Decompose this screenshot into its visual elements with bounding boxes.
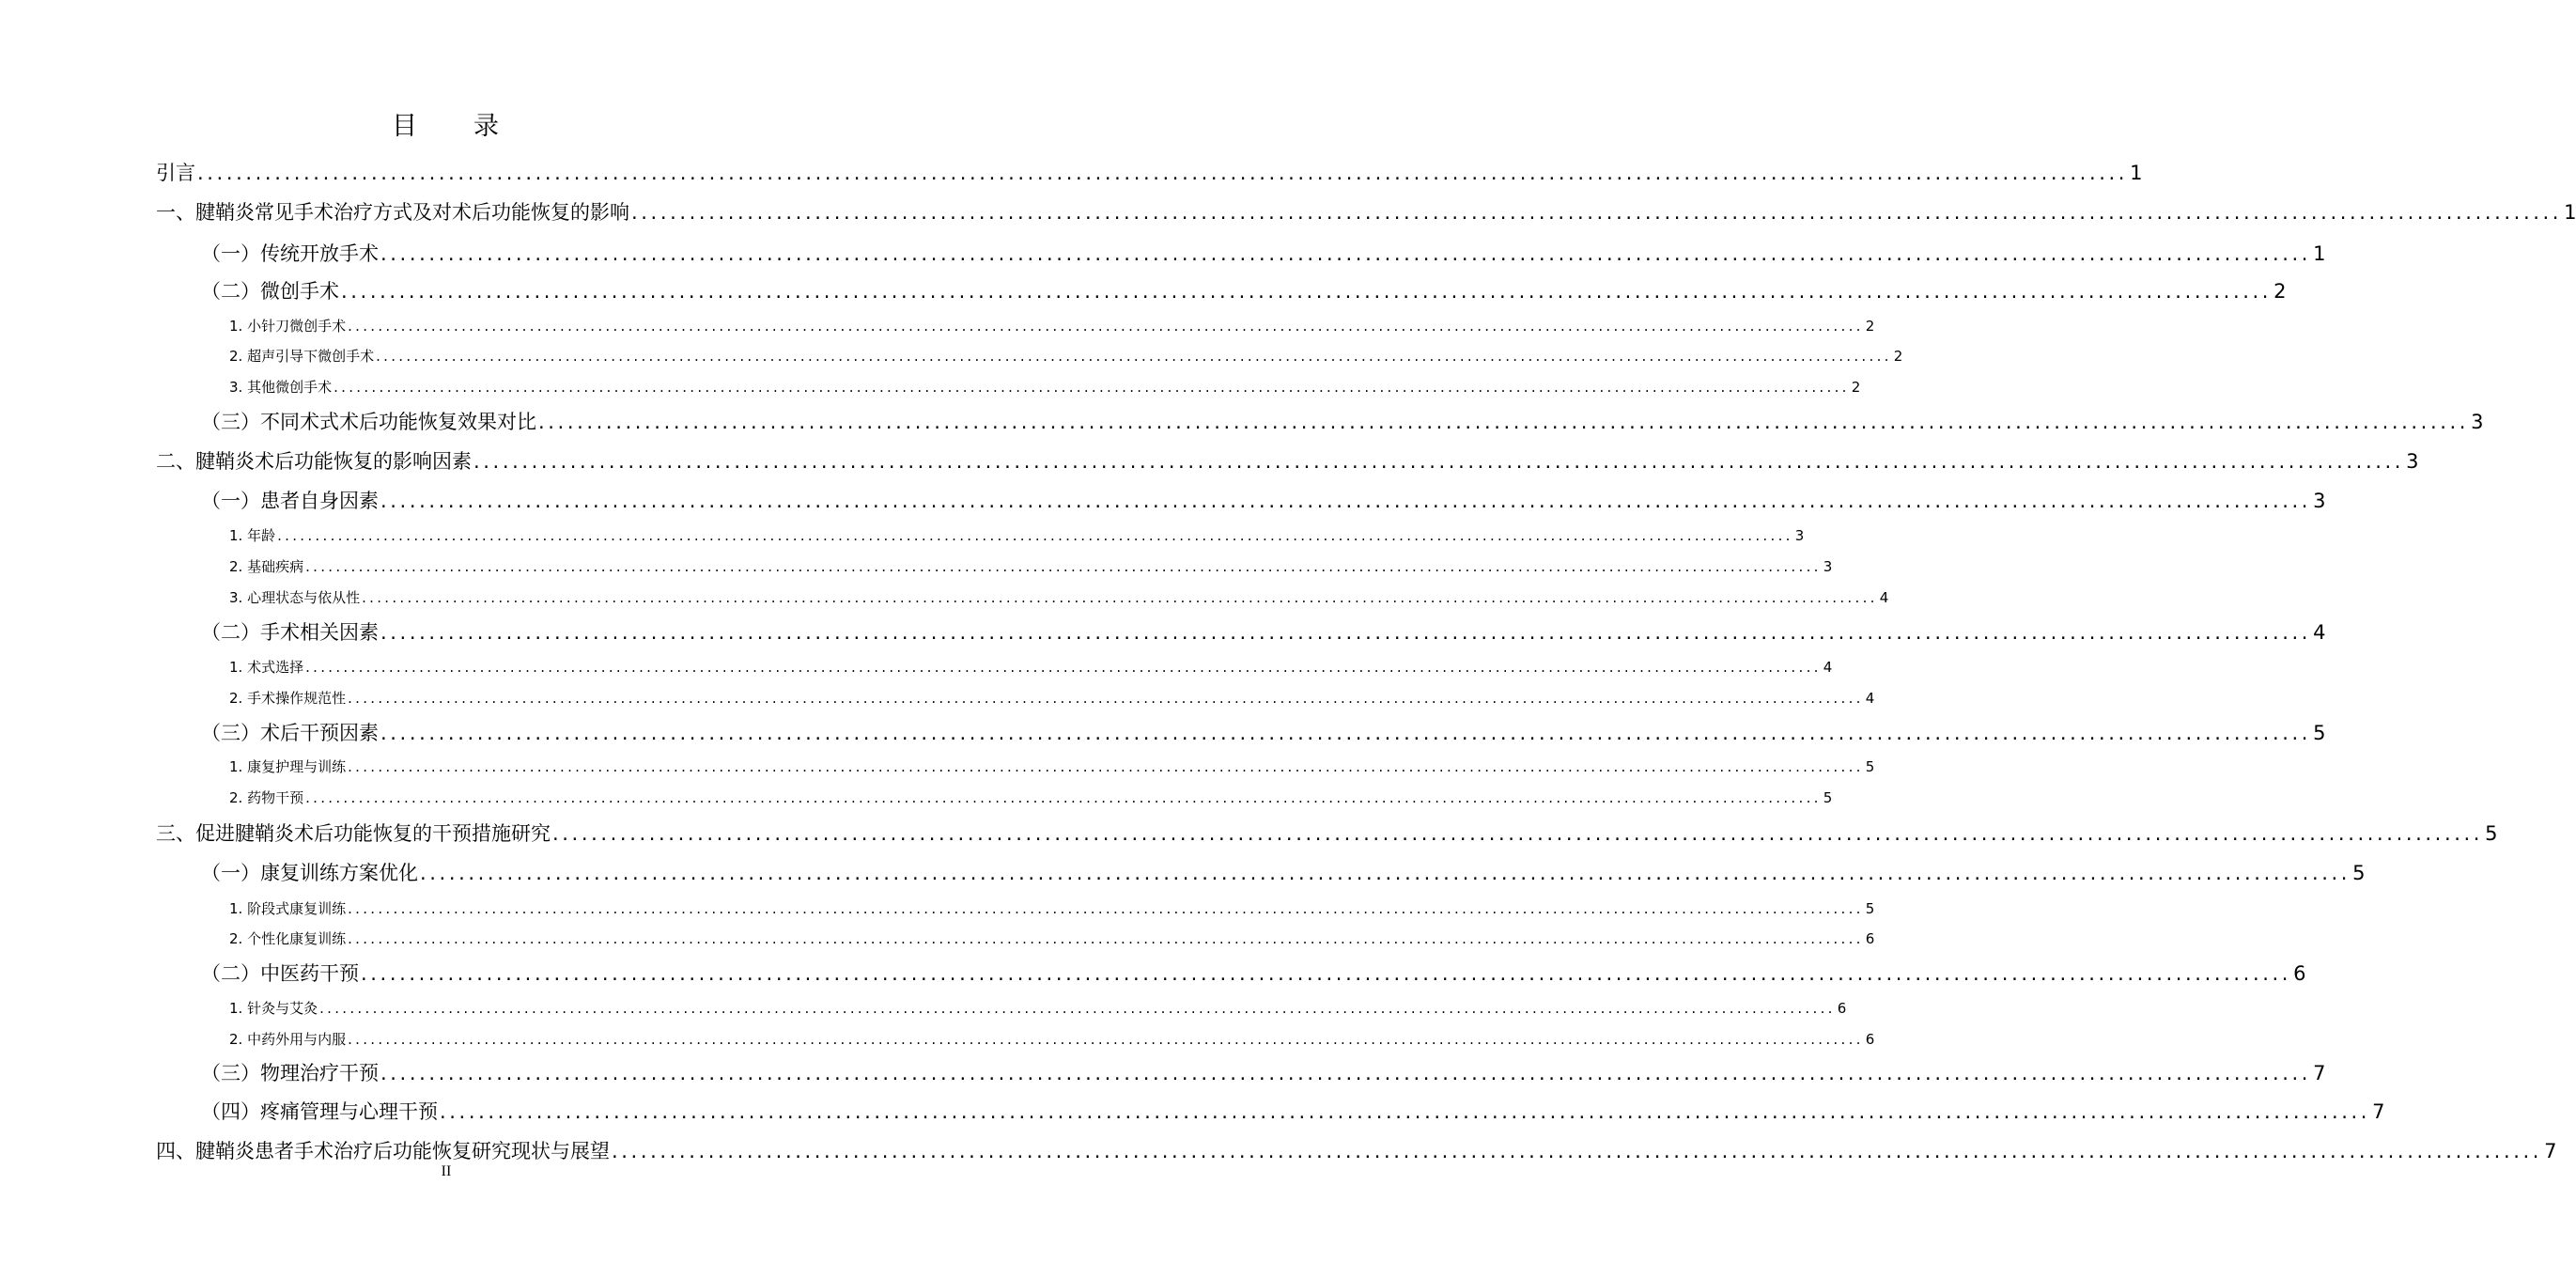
toc-leader-dots: ........................................................................................................................................................................................................ (380, 1062, 2312, 1084)
toc-entry-page-number: 4 (1865, 690, 1875, 707)
toc-entry-label: 引言 (156, 162, 195, 184)
toc-leader-dots: ........................................................................................................................................................................................................ (305, 558, 1822, 575)
toc-entry-page-number: 2 (1865, 318, 1875, 335)
toc-entry-label: 二、腱鞘炎术后功能恢复的影响因素 (156, 450, 472, 473)
toc-entry-level3[interactable] (229, 756, 1875, 776)
toc-entry-level2[interactable] (201, 276, 2287, 304)
toc-entry-label: 2. 手术操作规范性 (229, 690, 347, 707)
page-footer-number: II (441, 1163, 452, 1179)
toc-leader-dots: ........................................................................................................................................................................................................ (348, 318, 1864, 335)
toc-entry-level3[interactable] (229, 316, 1875, 335)
toc-entry-level2[interactable] (201, 617, 2326, 646)
toc-entry-level1[interactable] (156, 197, 2576, 226)
toc-leader-dots: ........................................................................................................................................................................................................ (380, 722, 2312, 744)
toc-entry-level3[interactable] (229, 377, 1861, 397)
toc-entry-label: （一）传统开放手术 (201, 242, 379, 265)
toc-entry-level2[interactable] (201, 1058, 2326, 1086)
toc-entry-label: 2. 基础疾病 (229, 558, 304, 575)
toc-entry-page-number: 6 (1865, 930, 1875, 947)
toc-leader-dots: ........................................................................................................................................................................................................ (380, 490, 2312, 512)
toc-leader-dots: ........................................................................................................................................................................................................ (197, 162, 2129, 184)
toc-leader-dots: ........................................................................................................................................................................................................ (348, 900, 1864, 917)
toc-entry-level3[interactable] (229, 587, 1889, 607)
toc-entry-level3[interactable] (229, 556, 1833, 576)
toc-entry-label: （三）不同术式术后功能恢复效果对比 (201, 411, 536, 433)
toc-entry-level2[interactable] (201, 239, 2326, 267)
toc-entry-label: 1. 阶段式康复训练 (229, 900, 347, 917)
toc-entry-page-number: 7 (2372, 1100, 2385, 1123)
toc-entry-label: （一）患者自身因素 (201, 490, 379, 512)
toc-entry-label: 1. 术式选择 (229, 659, 304, 676)
toc-entry-level3[interactable] (229, 688, 1875, 708)
toc-entry-level3[interactable] (229, 787, 1833, 807)
toc-leader-dots: ........................................................................................................................................................................................................ (552, 822, 2484, 845)
toc-entry-level3[interactable] (229, 898, 1875, 918)
toc-entry-level2[interactable] (201, 858, 2366, 886)
toc-entry-page-number: 3 (2406, 450, 2419, 473)
toc-leader-dots: ........................................................................................................................................................................................................ (380, 621, 2312, 644)
toc-entry-page-number: 2 (2273, 280, 2287, 303)
toc-entry-page-number: 7 (2544, 1140, 2557, 1162)
toc-entry-page-number: 5 (1865, 900, 1875, 917)
toc-entry-page-number: 7 (2313, 1062, 2326, 1084)
toc-leader-dots: ........................................................................................................................................................................................................ (348, 930, 1864, 947)
toc-leader-dots: ........................................................................................................................................................................................................ (277, 527, 1793, 544)
toc-entry-level3[interactable] (229, 657, 1833, 677)
toc-entry-page-number: 1 (2564, 201, 2576, 224)
toc-leader-dots: ........................................................................................................................................................................................................ (305, 659, 1822, 676)
toc-entry-page-number: 5 (1823, 789, 1833, 806)
toc-entry-page-number: 6 (2293, 962, 2306, 985)
toc-leader-dots: ........................................................................................................................................................................................................ (348, 690, 1864, 707)
toc-entry-level2[interactable] (201, 486, 2326, 514)
toc-entry-page-number: 1 (2130, 162, 2143, 184)
toc-entry-label: 2. 中药外用与内服 (229, 1031, 347, 1048)
toc-leader-dots: ........................................................................................................................................................................................................ (538, 411, 2470, 433)
toc-entry-level3[interactable] (229, 1029, 1875, 1049)
toc-entry-label: 3. 心理状态与依从性 (229, 589, 361, 606)
toc-entry-level2[interactable] (201, 959, 2306, 987)
toc-leader-dots: ........................................................................................................................................................................................................ (473, 450, 2405, 473)
toc-leader-dots: ........................................................................................................................................................................................................ (362, 589, 1878, 606)
toc-leader-dots: ........................................................................................................................................................................................................ (348, 758, 1864, 775)
toc-entry-level1[interactable] (156, 158, 2143, 186)
toc-leader-dots: ........................................................................................................................................................................................................ (341, 280, 2273, 303)
toc-leader-dots: ........................................................................................................................................................................................................ (334, 379, 1850, 396)
toc-entry-label: 2. 药物干预 (229, 789, 304, 806)
toc-entry-label: （一）康复训练方案优化 (201, 862, 418, 884)
toc-entry-level2[interactable] (201, 407, 2484, 435)
toc-entry-level2[interactable] (201, 1097, 2385, 1125)
toc-title-part1: 目 (392, 112, 419, 141)
toc-entry-page-number: 5 (2313, 722, 2326, 744)
toc-entry-level3[interactable] (229, 928, 1875, 948)
toc-leader-dots: ........................................................................................................................................................................................................ (631, 201, 2563, 224)
toc-entry-label: 1. 年龄 (229, 527, 276, 544)
toc-leader-dots: ........................................................................................................................................................................................................ (420, 862, 2351, 884)
toc-entry-label: 2. 个性化康复训练 (229, 930, 347, 947)
toc-title (0, 105, 892, 142)
toc-entry-level3[interactable] (229, 346, 1903, 366)
toc-entry-page-number: 2 (1893, 348, 1903, 365)
toc-entry-page-number: 4 (1823, 659, 1833, 676)
toc-entry-page-number: 3 (2471, 411, 2484, 433)
toc-leader-dots: ........................................................................................................................................................................................................ (376, 348, 1892, 365)
toc-entry-label: （四）疼痛管理与心理干预 (201, 1100, 438, 1123)
toc-entry-page-number: 3 (1794, 527, 1805, 544)
toc-leader-dots: ........................................................................................................................................................................................................ (440, 1100, 2371, 1123)
toc-entry-page-number: 1 (2313, 242, 2326, 265)
toc-entry-level3[interactable] (229, 525, 1805, 545)
toc-entry-page-number: 3 (1823, 558, 1833, 575)
toc-entry-page-number: 5 (2485, 822, 2498, 845)
toc-entry-label: 一、腱鞘炎常见手术治疗方式及对术后功能恢复的影响 (156, 201, 629, 224)
toc-entry-level1[interactable] (156, 446, 2419, 475)
toc-leader-dots: ........................................................................................................................................................................................................ (348, 1031, 1864, 1048)
toc-entry-page-number: 4 (2313, 621, 2326, 644)
toc-entry-label: （三）物理治疗干预 (201, 1062, 379, 1084)
toc-entry-label: （二）微创手术 (201, 280, 339, 303)
toc-entry-label: 四、腱鞘炎患者手术治疗后功能恢复研究现状与展望 (156, 1140, 610, 1162)
toc-entry-label: （二）手术相关因素 (201, 621, 379, 644)
toc-entry-page-number: 2 (1851, 379, 1861, 396)
toc-entry-level1[interactable] (156, 819, 2498, 847)
toc-entry-label: 1. 康复护理与训练 (229, 758, 347, 775)
toc-entry-page-number: 6 (1837, 1000, 1847, 1017)
toc-entry-level2[interactable] (201, 718, 2326, 746)
toc-leader-dots: ........................................................................................................................................................................................................ (612, 1140, 2543, 1162)
toc-entry-label: 三、促进腱鞘炎术后功能恢复的干预措施研究 (156, 822, 551, 845)
toc-title-part2: 录 (473, 112, 501, 141)
toc-entry-level3[interactable] (229, 998, 1847, 1018)
toc-entry-page-number: 5 (1865, 758, 1875, 775)
toc-entry-page-number: 5 (2352, 862, 2366, 884)
toc-entry-label: 1. 小针刀微创手术 (229, 318, 347, 335)
toc-entry-page-number: 4 (1879, 589, 1889, 606)
toc-entry-label: 1. 针灸与艾灸 (229, 1000, 318, 1017)
toc-entry-label: （三）术后干预因素 (201, 722, 379, 744)
toc-leader-dots: ........................................................................................................................................................................................................ (380, 242, 2312, 265)
toc-leader-dots: ........................................................................................................................................................................................................ (305, 789, 1822, 806)
toc-entry-label: （二）中医药干预 (201, 962, 359, 985)
toc-leader-dots: ........................................................................................................................................................................................................ (319, 1000, 1836, 1017)
toc-entry-label: 3. 其他微创手术 (229, 379, 333, 396)
toc-entry-page-number: 3 (2313, 490, 2326, 512)
toc-entry-level1[interactable] (156, 1136, 2557, 1164)
toc-entry-page-number: 6 (1865, 1031, 1875, 1048)
toc-entry-label: 2. 超声引导下微创手术 (229, 348, 375, 365)
toc-leader-dots: ........................................................................................................................................................................................................ (361, 962, 2292, 985)
